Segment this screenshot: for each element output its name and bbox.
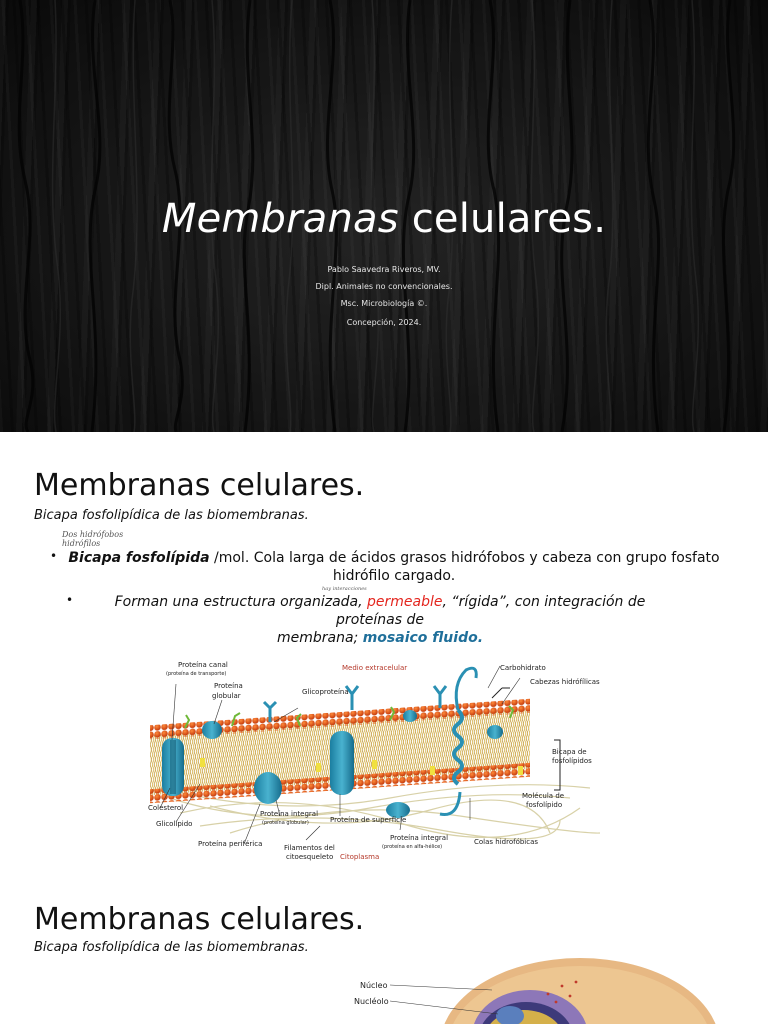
label-bicapa-2: fosfolípidos xyxy=(552,757,592,765)
label-medio-extracelular: Medio extracelular xyxy=(342,664,408,672)
slide-subtitle: Bicapa fosfolipídica de las biomembranas. xyxy=(34,508,309,523)
label-filamentos-1: Filamentos del xyxy=(284,844,335,852)
label-proteina-integral-b: Proteína integral xyxy=(390,834,449,842)
label-proteina-periferica: Proteína periférica xyxy=(198,840,263,848)
handwritten-note-small: hay interacciones xyxy=(322,586,367,592)
bullet-2-text xyxy=(80,593,680,647)
cell-diagram xyxy=(340,956,768,1024)
label-proteina-superficie: Proteína de superficie xyxy=(330,816,407,824)
label-proteina-canal: Proteína canal xyxy=(178,661,228,669)
label-colas-hidrofobicas: Colas hidrofóbicas xyxy=(474,838,539,846)
label-glicoproteina: Glicoproteína xyxy=(302,688,349,696)
bullet-1-dot: • xyxy=(50,549,58,563)
author-diploma: Dipl. Animales no convencionales. xyxy=(315,282,453,291)
bullet-2-line-b: , “rígida”, con integración de proteínas de xyxy=(336,594,646,628)
author-name: Pablo Saavedra Riveros, MV. xyxy=(327,265,441,274)
bullet-1-line-a: /mol. Cola larga de ácidos grasos hidrófobos y cabeza con grupo fosfato xyxy=(209,550,720,566)
presentation-title xyxy=(0,196,768,242)
title-slide xyxy=(0,0,768,432)
label-molecula-2: fosfolípido xyxy=(526,801,563,809)
label-proteina-integral: Proteína integral xyxy=(260,810,319,818)
bullet-2-dot: • xyxy=(66,593,74,607)
mosaico-fluido-term: mosaico fluido. xyxy=(362,630,484,646)
fluid-mosaic-membrane-diagram xyxy=(140,648,610,861)
bullet-1-text xyxy=(64,549,724,585)
label-nucleolo: Nucléolo xyxy=(354,997,389,1006)
bullet-2-line-c: membrana; xyxy=(276,630,363,646)
slide-title-2: Membranas celulares. xyxy=(34,902,365,937)
label-proteina-integral-b-sub: (proteína en alfa-hélice) xyxy=(382,844,443,850)
place-date: Concepción, 2024. xyxy=(346,318,422,327)
slide-title: Membranas celulares. xyxy=(34,468,365,503)
label-nucleo: Núcleo xyxy=(360,981,388,990)
title-rest: celulares. xyxy=(398,196,607,242)
label-colesterol: Colesterol xyxy=(148,804,184,812)
permeable-term: permeable xyxy=(367,594,443,610)
slide-subtitle-2: Bicapa fosfolipídica de las biomembranas. xyxy=(34,940,309,955)
label-citoplasma: Citoplasma xyxy=(340,853,380,861)
author-degree: Msc. Microbiología ©. xyxy=(340,299,428,308)
bullet-1-bold: Bicapa fosfolípida xyxy=(68,550,210,566)
label-proteina-integral-sub: (proteína globular) xyxy=(262,820,309,826)
label-proteina-globular-1: Proteína xyxy=(214,682,243,690)
cell-slide xyxy=(0,864,768,1024)
label-cabezas-hidrofilicas: Cabezas hidrófílicas xyxy=(530,678,600,686)
label-bicapa-1: Bicapa de xyxy=(552,748,587,756)
label-carbohidrato: Carbohidrato xyxy=(500,664,546,672)
label-proteina-globular-2: globular xyxy=(212,692,241,700)
handwritten-note: Dos hidrófobos hidrófilos xyxy=(62,530,124,548)
bullet-2-line-a: Forman una estructura organizada, xyxy=(114,594,368,610)
membrane-slide xyxy=(0,432,768,864)
label-proteina-canal-sub: (proteína de transporte) xyxy=(166,671,227,677)
label-molecula-1: Molécula de xyxy=(522,792,565,800)
label-glicolipido: Glicolípido xyxy=(156,820,193,828)
label-filamentos-2: citoesqueleto xyxy=(286,853,334,861)
title-italic-word: Membranas xyxy=(161,196,399,242)
bullet-1-line-b: hidrófilo cargado. xyxy=(332,568,456,584)
